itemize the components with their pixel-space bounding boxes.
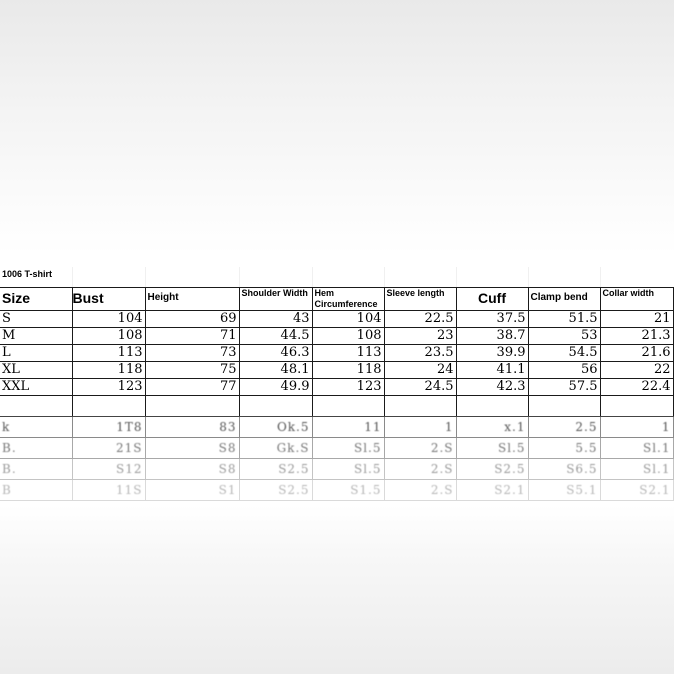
- faint-gridline: [384, 267, 385, 287]
- cell-shoulder-width: 44.5: [239, 328, 312, 345]
- cell-clamp-bend: 51.5: [528, 311, 600, 328]
- faint-gridline: [600, 267, 601, 287]
- faint-gridline: [145, 267, 146, 287]
- cell-size: XL: [0, 362, 72, 379]
- table-row-xxl: [0, 379, 673, 396]
- cell-collar-width: 22: [600, 362, 673, 379]
- cell-clamp-bend: 54.5: [528, 345, 600, 362]
- size-table: [0, 287, 674, 501]
- cell-size: XXL: [0, 379, 72, 396]
- cell-sleeve-length: 23: [384, 328, 456, 345]
- cell-cuff: 38.7: [456, 328, 528, 345]
- header-bust: Bust: [72, 288, 145, 311]
- cell-shoulder-width: 43: [239, 311, 312, 328]
- cell-size: S: [0, 311, 72, 328]
- cell-clamp-bend: 57.5: [528, 379, 600, 396]
- header-height: Height: [145, 288, 239, 311]
- cell-collar-width: 21.6: [600, 345, 673, 362]
- header-cuff: Cuff: [456, 288, 528, 311]
- table-row-l: [0, 345, 673, 362]
- faint-gridline: [456, 267, 457, 287]
- cell-size: L: [0, 345, 72, 362]
- table-row-s: [0, 311, 673, 328]
- cell-bust: 113: [72, 345, 145, 362]
- faint-gridline: [312, 267, 313, 287]
- faint-gridline: [528, 267, 529, 287]
- empty-row: [0, 396, 673, 417]
- cell-sleeve-length: 22.5: [384, 311, 456, 328]
- cell-cuff: 42.3: [456, 379, 528, 396]
- cell-shoulder-width: 48.1: [239, 362, 312, 379]
- cell-bust: 104: [72, 311, 145, 328]
- header-sleeve-length: Sleeve length: [384, 288, 456, 311]
- cell-cuff: 37.5: [456, 311, 528, 328]
- cell-cuff: 39.9: [456, 345, 528, 362]
- cell-clamp-bend: 53: [528, 328, 600, 345]
- cell-cuff: 41.1: [456, 362, 528, 379]
- cell-hem-circumference: 104: [312, 311, 384, 328]
- cell-height: 77: [145, 379, 239, 396]
- cell-sleeve-length: 24.5: [384, 379, 456, 396]
- ghost-row: B 11S S1 S2.5 S1.5 2.S S2.1 S5.1 S2.1: [0, 480, 673, 501]
- header-collar-width: Collar width: [600, 288, 673, 311]
- cell-height: 75: [145, 362, 239, 379]
- chart-caption: 1006 T-shirt: [2, 269, 53, 279]
- header-row: [0, 288, 673, 311]
- header-hem-circumference: Hem Circumference: [312, 288, 384, 311]
- cell-size: M: [0, 328, 72, 345]
- table-row-m: [0, 328, 673, 345]
- cell-bust: 118: [72, 362, 145, 379]
- cell-bust: 108: [72, 328, 145, 345]
- cell-sleeve-length: 24: [384, 362, 456, 379]
- cell-height: 71: [145, 328, 239, 345]
- ghost-row: B. S12 S8 S2.5 Sl.5 2.S S2.5 S6.5 Sl.1: [0, 459, 673, 480]
- size-chart-sheet: [0, 265, 674, 505]
- ghost-row: k 1T8 83 Ok.5 11 1 x.1 2.5 1: [0, 417, 673, 438]
- ghost-row: B. 21S S8 Gk.S Sl.5 2.S Sl.5 5.5 Sl.1: [0, 438, 673, 459]
- cell-collar-width: 21: [600, 311, 673, 328]
- header-shoulder-width: Shoulder Width: [239, 288, 312, 311]
- header-clamp-bend: Clamp bend: [528, 288, 600, 311]
- cell-bust: 123: [72, 379, 145, 396]
- cell-collar-width: 22.4: [600, 379, 673, 396]
- cell-clamp-bend: 56: [528, 362, 600, 379]
- cell-hem-circumference: 108: [312, 328, 384, 345]
- faint-gridline: [239, 267, 240, 287]
- cell-hem-circumference: 118: [312, 362, 384, 379]
- table-row-xl: [0, 362, 673, 379]
- cell-hem-circumference: 113: [312, 345, 384, 362]
- cell-height: 73: [145, 345, 239, 362]
- cell-shoulder-width: 46.3: [239, 345, 312, 362]
- cell-collar-width: 21.3: [600, 328, 673, 345]
- faint-gridline: [72, 267, 73, 287]
- header-size: Size: [0, 288, 72, 311]
- cell-sleeve-length: 23.5: [384, 345, 456, 362]
- cell-hem-circumference: 123: [312, 379, 384, 396]
- cell-height: 69: [145, 311, 239, 328]
- cell-shoulder-width: 49.9: [239, 379, 312, 396]
